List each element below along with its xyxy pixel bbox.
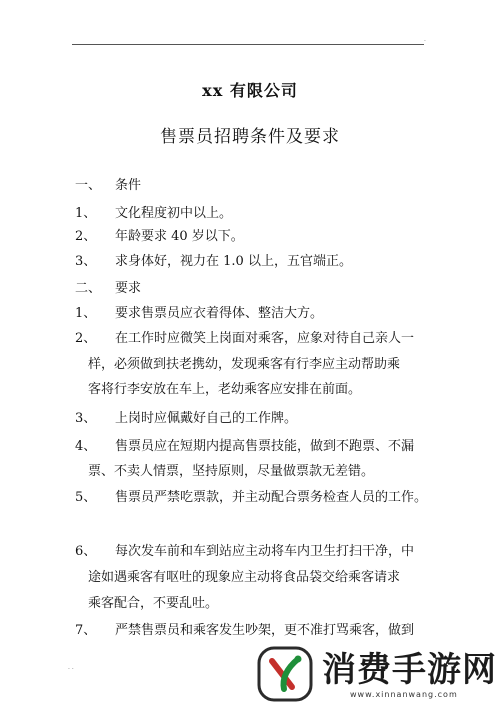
document-title: 售票员招聘条件及要求 [160, 127, 340, 147]
item-number: 2、 [75, 331, 97, 346]
item-text: 售票员应在短期内提高售票技能，做到不跑票、不漏 [115, 439, 415, 454]
top-rule [72, 44, 424, 45]
item-number: 6、 [75, 544, 97, 559]
item-text: 乘客配合，不要乱吐。 [88, 596, 219, 611]
item-number: 7、 [75, 623, 97, 638]
item-text: 在工作时应微笑上岗面对乘客，应象对待自己亲人一 [115, 331, 415, 346]
item-text: 客将行李安放在车上，老幼乘客应安排在前面。 [88, 382, 362, 397]
footer-mark: . . [68, 664, 74, 671]
item-number: 2、 [75, 229, 97, 244]
section-title: 要求 [115, 281, 142, 296]
item-text: 严禁售票员和乘客发生吵架，更不准打骂乘客，做到 [115, 623, 415, 638]
item-number: 5、 [75, 490, 97, 505]
watermark-title: 消费手游网 [322, 650, 497, 690]
item-number: 4、 [75, 439, 97, 454]
section-number: 一、 [75, 178, 102, 193]
section-number: 二、 [75, 281, 102, 296]
item-number: 1、 [75, 306, 97, 321]
item-text: 文化程度初中以上。 [115, 206, 233, 221]
item-text: 每次发车前和车到站应主动将车内卫生打扫干净，中 [115, 544, 415, 559]
company-name: xx 有限公司 [202, 81, 298, 100]
item-text: 求身体好，视力在 1.0 以上，五官端正。 [115, 254, 352, 269]
item-text: 样，必须做到扶老携幼，发现乘客有行李应主动帮助乘 [88, 357, 401, 372]
item-text: 年龄要求 40 岁以下。 [115, 229, 244, 244]
item-text: 售票员严禁吃票款，并主动配合票务检查人员的工作。 [115, 490, 428, 505]
item-text: 途如遇乘客有呕吐的现象应主动将食品袋交给乘客请求 [88, 570, 401, 585]
watermark-url: www.xinnanwang.com [350, 690, 458, 699]
item-text: 票、不卖人情票，坚持原则，尽量做票款无差错。 [88, 464, 375, 479]
watermark-logo-icon [256, 645, 314, 703]
item-number: 1、 [75, 206, 97, 221]
watermark [250, 640, 500, 708]
item-text: 要求售票员应衣着得体、整洁大方。 [115, 306, 324, 321]
section-title: 条件 [115, 178, 142, 193]
item-number: 3、 [75, 254, 97, 269]
item-text: 上岗时应佩戴好自己的工作牌。 [115, 411, 298, 426]
header-mark: . [424, 36, 426, 43]
item-number: 3、 [75, 411, 97, 426]
